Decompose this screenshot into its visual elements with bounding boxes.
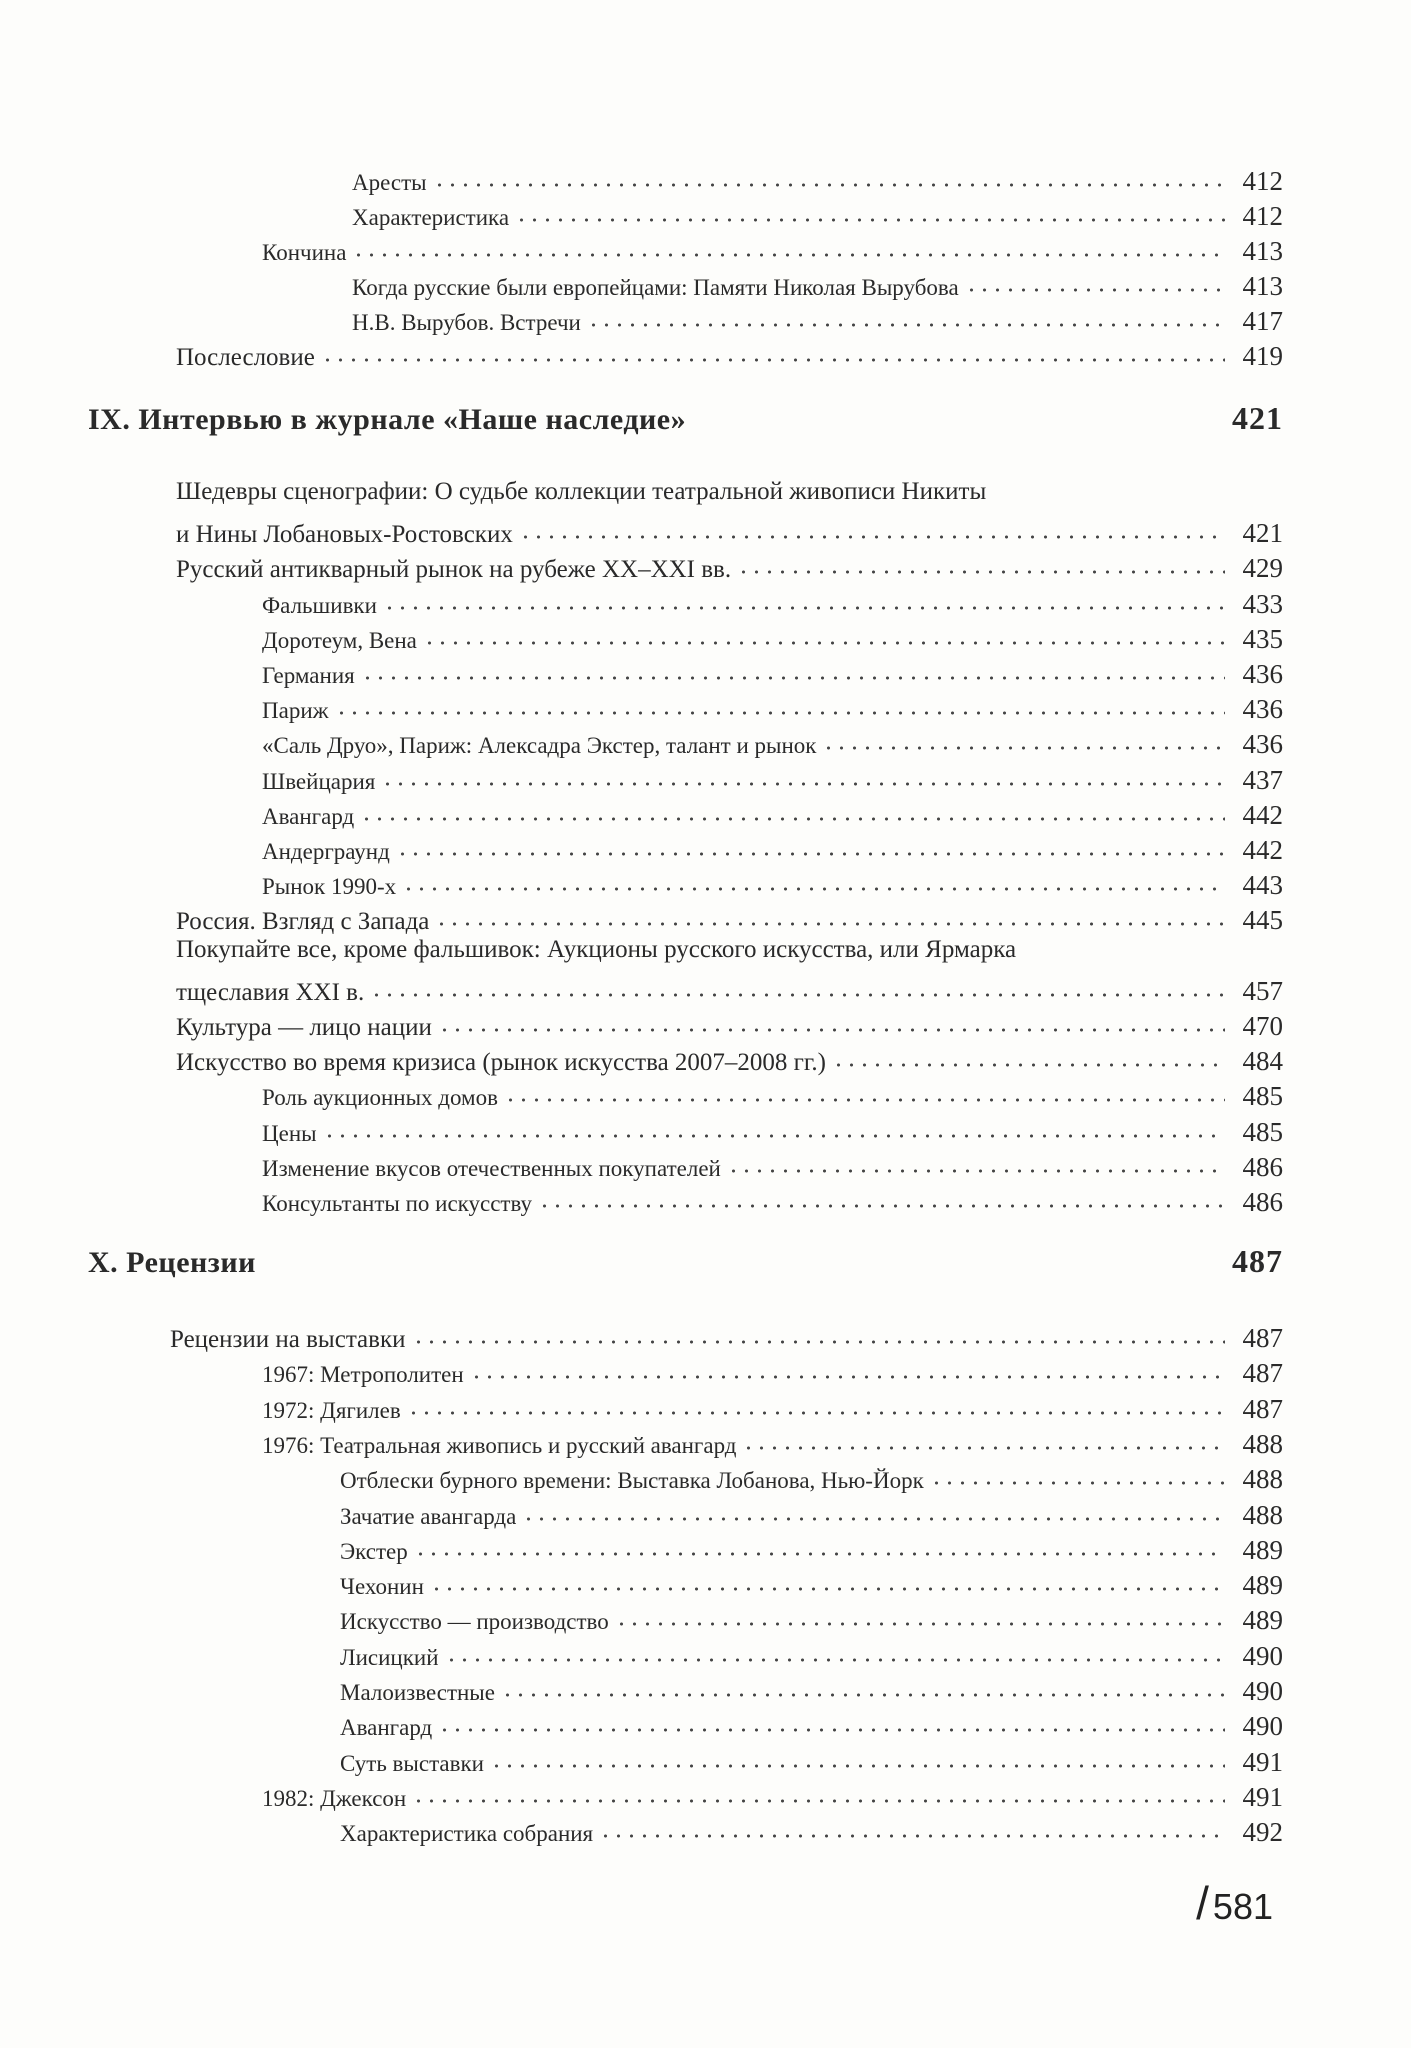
toc-entry [262, 1181, 1283, 1219]
toc-entry-page: 457 [1242, 975, 1283, 1006]
toc-entry-page: 489 [1242, 1534, 1283, 1565]
toc-entry-title: Когда русские были европейцами: Памяти Николая Вырубова [352, 275, 959, 300]
toc-entry-page: 487 [1242, 1393, 1283, 1424]
dot-leader [822, 725, 1225, 755]
dot-leader [599, 1813, 1225, 1843]
dot-leader [737, 549, 1225, 579]
dot-leader [832, 1042, 1225, 1072]
toc-entry-title: Кончина [262, 240, 347, 265]
dot-leader [438, 1707, 1225, 1737]
toc-entry-title: Роль аукционных домов [262, 1085, 498, 1111]
toc-entry-title: Характеристика собрания [340, 1821, 594, 1847]
toc-entry [340, 1458, 1283, 1496]
toc-entry [262, 1075, 1283, 1113]
toc-entry-page: 486 [1242, 1187, 1283, 1217]
toc-entry-page: 484 [1242, 1046, 1283, 1077]
toc-entry-title: 1972: Дягилев [262, 1397, 401, 1423]
section-x-heading [88, 1243, 1283, 1280]
toc-entry [340, 1529, 1283, 1567]
toc-entry-page: 485 [1242, 1081, 1283, 1112]
toc-entry-page: 437 [1242, 764, 1283, 795]
toc-entry [340, 1811, 1283, 1849]
toc-entry-title: Искусство — производство [340, 1609, 609, 1635]
toc-entry-page: 443 [1242, 870, 1283, 901]
toc-entry-title: Экстер [340, 1538, 408, 1564]
toc-entry-page: 413 [1242, 236, 1283, 266]
toc-entry-page: 470 [1242, 1011, 1283, 1041]
toc-entry [262, 759, 1283, 797]
toc-entry-title: «Саль Друо», Париж: Алексадра Экстер, талант и рынок [262, 733, 817, 759]
toc-entry [262, 653, 1283, 691]
toc-entry-page: 489 [1242, 1570, 1283, 1601]
dot-leader [490, 1743, 1225, 1773]
toc-entry-title: Культура — лицо нации [176, 1014, 432, 1041]
toc-entry [352, 160, 1283, 198]
toc-entry-title: Искусство во время кризиса (рынок искусства 2007–2008 гг.) [176, 1049, 826, 1077]
dot-leader [335, 690, 1225, 720]
toc-entry-title: Чехонин [340, 1574, 424, 1600]
toc-entry-page: 490 [1242, 1711, 1283, 1742]
dot-leader [402, 866, 1225, 896]
toc-entry-title: Русский антикварный рынок на рубеже XX–XXI вв. [176, 556, 732, 584]
toc-entry-page: 442 [1242, 835, 1283, 865]
toc-entry-title: Н.В. Вырубов. Встречи [352, 310, 581, 335]
toc-entry-title: Авангард [262, 803, 355, 829]
toc-entry-title: Характеристика [352, 205, 510, 230]
folio-slash: / [1196, 1877, 1209, 1929]
toc-entry-page: 442 [1242, 799, 1283, 830]
toc-entry [176, 335, 1283, 373]
toc-entry-page: 412 [1242, 201, 1283, 231]
dot-leader [435, 901, 1225, 931]
toc-entry [340, 1670, 1283, 1708]
toc-entry-page: 435 [1242, 623, 1283, 654]
toc-entry-title: 1976: Театральная живопись и русский авангард [262, 1432, 737, 1458]
dot-leader [538, 1183, 1225, 1213]
toc-entry-title: Суть выставки [340, 1750, 484, 1776]
dot-leader [433, 162, 1225, 192]
dot-leader [360, 796, 1225, 826]
toc-entry-title: Россия. Взгляд с Запада [176, 908, 430, 936]
toc-entry [262, 1776, 1283, 1814]
dot-leader [407, 1390, 1225, 1420]
toc-entry [176, 1005, 1283, 1043]
dot-leader [412, 1319, 1226, 1349]
toc-entry [262, 583, 1283, 621]
toc-entry-page: 433 [1242, 588, 1283, 619]
dot-leader [445, 1637, 1225, 1667]
toc-entry [340, 1635, 1283, 1673]
toc-entry-title: и Нины Лобановых-Ростовских [176, 521, 513, 549]
dot-leader [504, 1077, 1225, 1107]
toc-entry-title: Отблески бурного времени: Выставка Лобанова, Нью-Йорк [340, 1468, 924, 1494]
toc-entry-page: 488 [1242, 1499, 1283, 1530]
dot-leader [727, 1148, 1225, 1178]
dot-leader [522, 1496, 1225, 1526]
toc-entry-page: 412 [1242, 166, 1283, 196]
dot-leader [587, 302, 1225, 332]
toc-entry [262, 618, 1283, 656]
toc-entry-title: Изменение вкусов отечественных покупателей [262, 1155, 721, 1181]
toc-entry-title: 1967: Метрополитен [262, 1362, 464, 1388]
toc-entry-title: Париж [262, 698, 329, 724]
toc-entry-page: 488 [1242, 1464, 1283, 1495]
toc-entry [340, 1494, 1283, 1532]
toc-entry-page: 490 [1242, 1640, 1283, 1671]
page-number [1196, 1876, 1273, 1930]
toc-entry-title: Андерграунд [262, 839, 390, 864]
toc-entry-page: 491 [1242, 1746, 1283, 1777]
toc-entry [262, 864, 1283, 902]
toc-entry [170, 1317, 1283, 1355]
toc-entry-page: 487 [1242, 1323, 1283, 1353]
toc-entry [262, 1423, 1283, 1461]
toc-entry [262, 1111, 1283, 1149]
dot-leader [519, 514, 1225, 544]
toc-entry-title: Шедевры сценографии: О судьбе коллекции театральной живописи Никиты [176, 478, 987, 505]
toc-entry [262, 829, 1283, 867]
toc-entry-page: 429 [1242, 553, 1283, 584]
dot-leader [412, 1778, 1225, 1808]
toc-entry [352, 265, 1283, 303]
section-ix-page: 421 [1232, 400, 1283, 436]
toc-entry-page: 486 [1242, 1151, 1283, 1182]
toc-entry-page: 489 [1242, 1605, 1283, 1636]
toc-entry-title: Послесловие [176, 344, 315, 371]
toc-entry-title: Авангард [340, 1715, 433, 1741]
toc-entry-title: Цены [262, 1120, 317, 1146]
section-x-title: X. Рецензии [88, 1246, 256, 1279]
dot-leader [383, 585, 1225, 615]
toc-entry-title: Покупайте все, кроме фальшивок: Аукционы русского искусства, или Ярмарка [176, 935, 1017, 963]
dot-leader [361, 655, 1225, 685]
toc-entry [176, 899, 1283, 937]
section-ix-title: IX. Интервью в журнале «Наше наследие» [88, 403, 687, 436]
toc-entry-page: 436 [1242, 659, 1283, 689]
dot-leader [965, 267, 1225, 297]
toc-entry-page: 436 [1242, 729, 1283, 760]
toc-entry [262, 1146, 1283, 1184]
dot-leader [742, 1425, 1225, 1455]
toc-entry-page: 445 [1242, 905, 1283, 936]
toc-entry [176, 547, 1283, 585]
toc-entry [176, 935, 1283, 965]
toc-entry-title: Рынок 1990-х [262, 874, 397, 900]
toc-entry-page: 436 [1242, 694, 1283, 725]
dot-leader [321, 337, 1225, 367]
dot-leader [323, 1113, 1225, 1143]
dot-leader [381, 761, 1225, 791]
toc-entry-page: 485 [1242, 1116, 1283, 1147]
toc-entry-page: 491 [1242, 1781, 1283, 1812]
toc-entry-page: 490 [1242, 1676, 1283, 1706]
dot-leader [501, 1672, 1225, 1702]
toc-entry [262, 723, 1283, 761]
toc-entry-page: 492 [1242, 1817, 1283, 1848]
dot-leader [615, 1601, 1225, 1631]
toc-entry [176, 1040, 1283, 1078]
toc-entry [176, 512, 1283, 550]
dot-leader [430, 1566, 1225, 1596]
section-x-page: 487 [1232, 1243, 1283, 1279]
toc-entry [262, 1388, 1283, 1426]
section-ix-heading [88, 400, 1283, 437]
dot-leader [930, 1460, 1225, 1490]
toc-entry [352, 195, 1283, 233]
toc-entry [340, 1599, 1283, 1637]
folio-number: 581 [1212, 1886, 1273, 1927]
toc-entry [340, 1564, 1283, 1602]
toc-entry-title: Фальшивки [262, 592, 377, 618]
dot-leader [515, 197, 1225, 227]
toc-entry [340, 1705, 1283, 1743]
toc-entry-page: 487 [1242, 1358, 1283, 1389]
toc-entry-page: 417 [1242, 306, 1283, 336]
toc-entry [262, 688, 1283, 726]
toc-entry-title: Рецензии на выставки [170, 1326, 406, 1353]
toc-entry-title: Аресты [352, 170, 427, 195]
dot-leader [438, 1007, 1225, 1037]
toc-entry [340, 1741, 1283, 1779]
dot-leader [396, 831, 1225, 861]
toc-entry-title: Швейцария [262, 768, 376, 794]
toc-entry [352, 300, 1283, 338]
dot-leader [414, 1531, 1225, 1561]
dot-leader [423, 620, 1225, 650]
toc-entry [262, 794, 1283, 832]
toc-entry [176, 970, 1283, 1008]
toc-entry-page: 419 [1242, 341, 1283, 371]
toc-entry-title: Консультанты по искусству [262, 1191, 533, 1216]
toc-entry-title: Доротеум, Вена [262, 627, 417, 653]
toc-entry-title: 1982: Джексон [262, 1785, 407, 1811]
toc-entry-page: 488 [1242, 1428, 1283, 1459]
toc-entry [262, 1352, 1283, 1390]
toc-entry-title: Лисицкий [340, 1644, 439, 1670]
toc-entry-title: Малоизвестные [340, 1680, 495, 1705]
toc-entry-title: Зачатие авангарда [340, 1503, 517, 1529]
dot-leader [370, 972, 1225, 1002]
toc-entry [262, 230, 1283, 268]
toc-entry-page: 413 [1242, 271, 1283, 301]
toc-entry-title: Германия [262, 663, 355, 688]
toc-entry-page: 421 [1242, 518, 1283, 549]
dot-leader [352, 232, 1225, 262]
toc-entry [176, 477, 1283, 507]
dot-leader [470, 1354, 1225, 1384]
toc-entry-title: тщеславия XXI в. [176, 978, 365, 1006]
